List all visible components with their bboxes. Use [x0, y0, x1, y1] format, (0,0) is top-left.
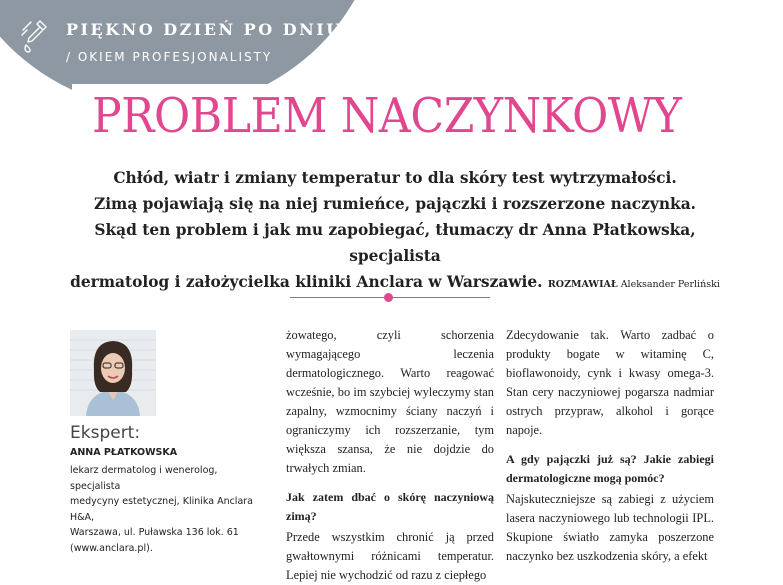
article-column-1: [286, 326, 494, 585]
section-title: PIĘKNO DZIEŃ PO DNIU: [66, 20, 343, 39]
article-column-2: [506, 326, 714, 566]
article-credit: [548, 279, 720, 290]
article-headline: PROBLEM NACZYNKOWY: [92, 88, 682, 144]
expert-bio-line: lekarz dermatolog i wenerolog, specjalista: [70, 465, 218, 492]
expert-photo: [70, 330, 156, 416]
section-subtitle: / OKIEM PROFESJONALISTY: [66, 50, 273, 64]
paragraph: Najskuteczniejsze są zabiegi z użyciem lasera naczyniowego lub technologii IPL. Skupione światło zamyka poszerzone naczynko bez uszkodzenia skóry, a efekt: [506, 492, 714, 563]
divider-dot: [384, 293, 393, 302]
lead-line-with-credit: [70, 269, 720, 298]
credit-label: ROZMAWIAŁ: [547, 279, 618, 290]
credit-name: Aleksander Perliński: [620, 279, 720, 290]
paragraph: Zdecydowanie tak. Warto zadbać o produkty bogate w witaminę C, bioflawonoidy, cynk i kwasy omega-3. Stan cery naczyniowej pogarsza nadmiar ostrych przypraw, alkohol i gorące napoje.: [506, 328, 714, 437]
expert-bio-line: medycyny estetycznej, Klinika Anclara H&A,: [70, 496, 254, 523]
article-lead: [70, 165, 720, 298]
lead-line: Skąd ten problem i jak mu zapobiegać, tłumaczy dr Anna Płatkowska, specjalista: [94, 221, 696, 265]
cosmetic-dropper-icon: [20, 18, 50, 54]
interview-question: Jak zatem dbać o skórę naczyniową zimą?: [286, 490, 494, 523]
expert-bio-line: Warszawa, ul. Puławska 136 lok. 61: [70, 527, 239, 538]
lead-line: Chłód, wiatr i zmiany temperatur to dla skóry test wytrzymałości.: [113, 169, 677, 187]
expert-name: ANNA PŁATKOWSKA: [70, 447, 178, 458]
paragraph: Przede wszystkim chronić ją przed gwałtownymi różnicami temperatur. Lepiej nie wychodzić od razu z ciepłego: [286, 530, 494, 582]
expert-portrait: [70, 330, 156, 416]
lead-line: dermatolog i założycielka kliniki Anclara w Warszawie.: [70, 273, 543, 291]
interview-question: A gdy pajączki już są? Jakie zabiegi dermatologiczne mogą pomóc?: [506, 452, 714, 485]
expert-bio: [70, 463, 270, 556]
expert-label: Ekspert:: [70, 423, 141, 443]
lead-line: Zimą pojawiają się na niej rumieńce, pajączki i rozszerzone naczynka.: [93, 195, 697, 213]
expert-bio-line: (www.anclara.pl).: [70, 542, 153, 554]
paragraph: żowatego, czyli schorzenia wymagającego leczenia dermatologicznego. Warto reagować wcześnie, bo im szybciej wyleczymy stan zapalny, wzmocnimy ściany naczyń i ograniczymy ich rozszerzanie, tym większa szansa, że nie dojdzie do trwałych zmian.: [286, 328, 494, 475]
